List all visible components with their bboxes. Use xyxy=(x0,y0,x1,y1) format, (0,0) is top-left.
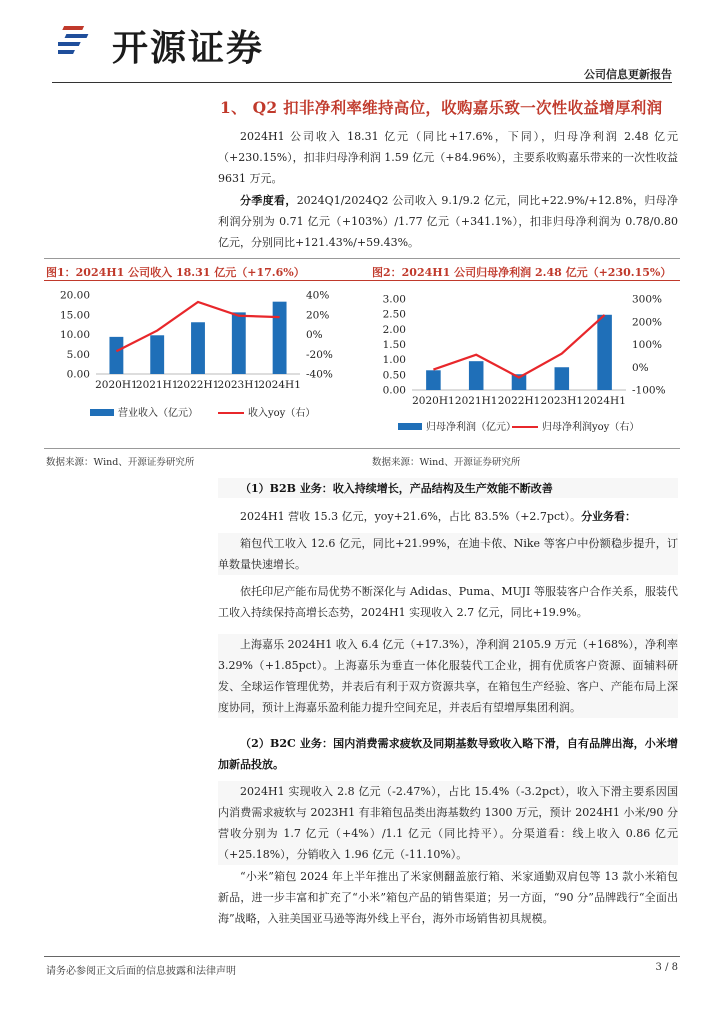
charts-top-divider xyxy=(44,258,680,259)
b2b-text-1-bold: 分业务看： xyxy=(581,510,637,523)
chart1-title: 图1：2024H1 公司收入 18.31 亿元（+17.6%） xyxy=(46,266,305,279)
left-axis-tick: 20.00 xyxy=(59,289,90,302)
bar-2023H1 xyxy=(555,367,570,390)
left-axis-tick: 2.50 xyxy=(382,308,406,321)
yoy-line xyxy=(433,315,604,378)
quarterly-text: 2024Q1/2024Q2 公司收入 9.1/9.2 亿元，同比+22.9%/+12.8%，归母净利润分别为 0.71 亿元（+103%）/1.77 亿元（+341.1%），扣非归母净利润为 0.78/0.80 亿元，分别同比+121.43%/+59.43%。 xyxy=(218,194,678,249)
legend-line-label: 收入yoy（右） xyxy=(248,408,316,419)
left-axis-tick: 3.00 xyxy=(382,293,406,306)
quarterly-lead: 分季度看， xyxy=(240,194,297,207)
charts-title-divider xyxy=(44,280,680,281)
right-axis-tick: 0% xyxy=(632,361,649,374)
right-axis-tick: 300% xyxy=(632,293,663,306)
footer-disclaimer: 请务必参阅正文后面的信息披露和法律声明 xyxy=(46,966,236,977)
bar-2021H1 xyxy=(150,335,164,374)
left-axis-tick: 15.00 xyxy=(59,309,90,322)
b2c-heading xyxy=(218,733,678,775)
bar-2021H1 xyxy=(469,361,484,390)
chart1-source: 数据来源：Wind、开源证券研究所 xyxy=(46,457,195,468)
legend-line-label: 归母净利润yoy（右） xyxy=(542,422,640,433)
bar-2020H1 xyxy=(109,337,123,374)
summary-text: 2024H1 公司收入 18.31 亿元（同比+17.6%，下同），归母净利润 2.48 亿元（+230.15%），扣非归母净利润 1.59 亿元（+84.96%），主要系收购嘉乐带来的一次性收益 9631 万元。 xyxy=(218,130,678,185)
x-axis-tick: 2022H1 xyxy=(497,395,541,407)
bar-2023H1 xyxy=(232,312,246,374)
left-axis-tick: 0.00 xyxy=(382,384,406,397)
right-axis-tick: 100% xyxy=(632,339,663,351)
x-axis-tick: 2024H1 xyxy=(258,379,301,391)
right-axis-tick: 200% xyxy=(632,316,663,329)
right-axis-tick: 0% xyxy=(306,329,323,341)
legend-bar-swatch xyxy=(398,423,422,430)
b2c-text-2: “小米”箱包 2024 年上半年推出了米家侧翻盖旅行箱、米家通勤双肩包等 13 款小米箱包新品，进一步丰富和扩充了“小米”箱包产品的销售渠道；另一方面，“90 分”品牌践行“全面出海”战略，入驻美国亚马逊等海外线上平台，海外市场销售初具规模。 xyxy=(218,870,678,925)
left-axis-tick: 10.00 xyxy=(59,329,90,341)
left-axis-tick: 1.00 xyxy=(382,354,406,367)
x-axis-tick: 2023H1 xyxy=(217,379,261,391)
right-axis-tick: -100% xyxy=(632,384,666,397)
left-axis-tick: 2.00 xyxy=(382,323,406,336)
chart2-source: 数据来源：Wind、开源证券研究所 xyxy=(372,457,521,468)
legend-bar-swatch xyxy=(90,409,114,416)
left-axis-tick: 0.00 xyxy=(66,368,90,381)
bar-2024H1 xyxy=(597,315,612,390)
b2c-paragraph-1 xyxy=(218,781,678,865)
chart2-net-profit xyxy=(370,284,680,444)
right-axis-tick: 20% xyxy=(306,309,330,322)
b2b-text-4: 上海嘉乐 2024H1 收入 6.4 亿元（+17.3%），净利润 2105.9 万元（+168%），净利率 3.29%（+1.85pct）。上海嘉乐为垂直一体化服装代工企业，拥有优质客户资源、面辅料研发、全球运作管理优势，并表后有利于双方资源共享，在箱包生产经验、客户、产能布局上深度协同，预计上海嘉乐盈利能力提升空间充足，并表后有望增厚集团利润。 xyxy=(218,638,678,714)
report-type: 公司信息更新报告 xyxy=(584,68,672,81)
bar-2022H1 xyxy=(191,322,205,374)
b2b-paragraph-2 xyxy=(218,533,678,575)
b2b-paragraph-1 xyxy=(218,506,678,527)
charts-bottom-divider xyxy=(44,448,680,449)
b2b-text-2: 箱包代工收入 12.6 亿元，同比+21.99%，在迪卡侬、Nike 等客户中份额稳步提升，订单数量快速增长。 xyxy=(218,537,678,571)
footer-divider xyxy=(44,956,680,957)
right-axis-tick: -40% xyxy=(306,368,333,381)
right-axis-tick: -20% xyxy=(306,348,333,361)
b2c-heading-text: （2）B2C 业务：国内消费需求疲软及同期基数导致收入略下滑，自有品牌出海，小米增加新品投放。 xyxy=(218,737,678,771)
brand-logo-icon xyxy=(58,22,110,62)
summary-paragraph xyxy=(218,126,678,189)
b2b-paragraph-4 xyxy=(218,634,678,718)
right-axis-tick: 40% xyxy=(306,289,330,302)
chart1-revenue xyxy=(44,284,354,444)
brand-name: 开源证券 xyxy=(112,28,265,69)
x-axis-tick: 2021H1 xyxy=(454,395,498,407)
left-axis-tick: 5.00 xyxy=(66,348,90,361)
x-axis-tick: 2021H1 xyxy=(135,379,179,391)
legend-bar-label: 营业收入（亿元） xyxy=(118,408,198,419)
header-divider xyxy=(52,82,672,83)
x-axis-tick: 2020H1 xyxy=(412,395,455,407)
bar-2020H1 xyxy=(426,370,441,390)
b2b-paragraph-3 xyxy=(218,581,678,623)
b2c-text-1: 2024H1 实现收入 2.8 亿元（-2.47%），占比 15.4%（-3.2pct），收入下滑主要系因国内消费需求疲软与 2023H1 有非箱包品类出海基数约 1300 万元，预计 2024H1 小米/90 分营收分别为 1.7 亿元（+4%）/1.1 亿元（同比持平）。分渠道看：线上收入 0.86 亿元（+25.18%），分销收入 1.96 亿元（-11.10%）。 xyxy=(218,785,678,861)
b2b-text-3: 依托印尼产能布局优势不断深化与 Adidas、Puma、MUJI 等服装客户合作关系，服装代工收入持续保持高增长态势，2024H1 实现收入 2.7 亿元，同比+19.9%。 xyxy=(218,585,678,619)
b2b-text-1: 2024H1 营收 15.3 亿元，yoy+21.6%，占比 83.5%（+2.7pct）。 xyxy=(240,510,582,523)
b2b-heading xyxy=(218,478,678,498)
page-number: 3 / 8 xyxy=(655,962,678,973)
quarterly-paragraph xyxy=(218,190,678,253)
section-heading: 1、 Q2 扣非净利率维持高位，收购嘉乐致一次性收益增厚利润 xyxy=(220,98,663,117)
left-axis-tick: 1.50 xyxy=(382,339,406,351)
b2b-heading-text: （1）B2B 业务：收入持续增长，产品结构及生产效能不断改善 xyxy=(240,482,553,495)
x-axis-tick: 2024H1 xyxy=(583,395,626,407)
b2c-paragraph-2 xyxy=(218,866,678,929)
x-axis-tick: 2023H1 xyxy=(540,395,584,407)
left-axis-tick: 0.50 xyxy=(382,369,406,382)
bar-2024H1 xyxy=(273,302,287,374)
x-axis-tick: 2020H1 xyxy=(95,379,138,391)
x-axis-tick: 2022H1 xyxy=(176,379,220,391)
chart2-title: 图2：2024H1 公司归母净利润 2.48 亿元（+230.15%） xyxy=(372,266,672,279)
legend-bar-label: 归母净利润（亿元） xyxy=(426,422,516,433)
